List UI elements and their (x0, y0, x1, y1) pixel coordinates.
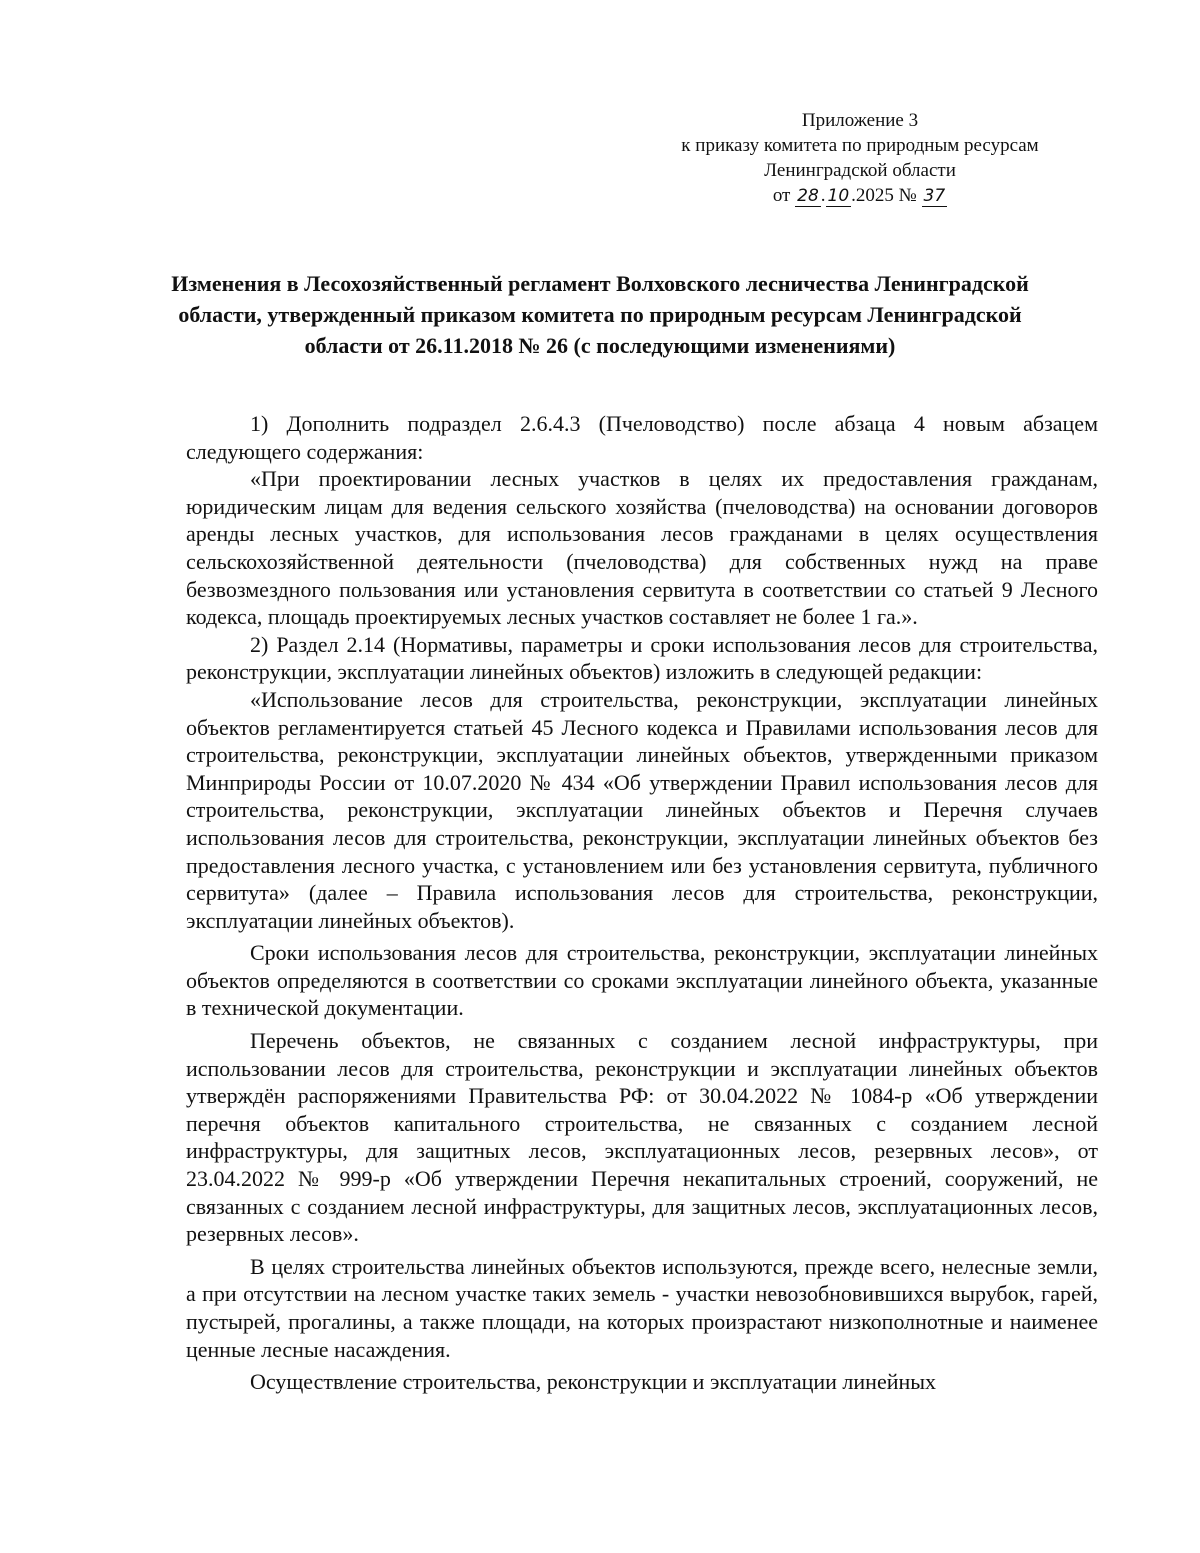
order-number-handwritten: 37 (923, 186, 946, 206)
document-body (186, 410, 1098, 1396)
appendix-number: Приложение 3 (801, 110, 919, 131)
appendix-date-line: от 28 . 10 .2025 № 37 (772, 185, 946, 206)
paragraph-linear-objects-use: «Использование лесов для строительства, реконструкции, эксплуатации линейных объектов регламентируется статьей 45 Лесного кодекса и Правилами использования лесов для строительства, реконструкции, эксплуатации линейных объектов, утвержденными приказом Минприроды России от 10.07.2020 № 434 «Об утверждении Правил использования лесов для строительства, реконструкции, эксплуатации линейных объектов и Перечня случаев использования лесов для строительства, реконструкции, эксплуатации линейных объектов без предоставления лесного участка, с установлением или без установления сервитута, публичного сервитута» (далее – Правила использования лесов для строительства, реконструкции, эксплуатации линейных объектов). (186, 686, 1098, 933)
appendix-header (600, 108, 1120, 209)
date-month-handwritten: 10 (827, 186, 850, 206)
paragraph-item-2: 2) Раздел 2.14 (Нормативы, параметры и сроки использования лесов для строительства, реконструкции, эксплуатации линейных объектов) изложить в следующей редакции: (186, 631, 1098, 685)
paragraph-item-1: 1) Дополнить подраздел 2.6.4.3 (Пчеловодство) после абзаца 4 новым абзацем следующего содержания: (186, 411, 1098, 464)
appendix-region: Ленинградской области (764, 160, 956, 181)
date-day-handwritten: 28 (797, 186, 819, 206)
paragraph-construction-start: Осуществление строительства, реконструкции и эксплуатации линейных (250, 1369, 937, 1395)
date-prefix: от (772, 185, 791, 206)
paragraph-land-priority: В целях строительства линейных объектов используются, прежде всего, нелесные земли, а при отсутствии на лесном участке таких земель - участки невозобновившихся вырубок, гарей, пустырей, прогалины, а также площади, на которых произрастают низкополнотные и наименее ценные лесные насаждения. (186, 1253, 1098, 1362)
paragraph-beekeeping-text: «При проектировании лесных участков в целях их предоставления гражданам, юридическим лицам для ведения сельского хозяйства (пчеловодства) на основании договоров аренды лесных участков, для использования лесов гражданами в целях осуществления сельскохозяйственной деятельности (пчеловодства) для собственных нужд на праве безвозмездного пользования или установления сервитута в соответствии со статьей 9 Лесного кодекса, площадь проектируемых лесных участков составляет не более 1 га.». (186, 466, 1098, 630)
paragraph-objects-list: Перечень объектов, не связанных с созданием лесной инфраструктуры, при использовании лесов для строительства, реконструкции и эксплуатации линейных объектов утверждён распоряжениями Правительства РФ: от 30.04.2022 № 1084-р «Об утверждении перечня объектов капитального строительства, не связанных с созданием лесной инфраструктуры, для защитных лесов, эксплуатационных лесов, резервных лесов», от 23.04.2022 № 999-р «Об утверждении Перечня некапитальных строений, сооружений, не связанных с созданием лесной инфраструктуры, для защитных лесов, эксплуатационных лесов, резервных лесов». (186, 1028, 1098, 1247)
document-title: Изменения в Лесохозяйственный регламент Волховского лесничества Ленинградской области, утвержденный приказом комитета по природным ресурсам Ленинградской области от 26.11.2018 № 26 (с последующими изменениями) (171, 271, 1029, 358)
paragraph-usage-terms: Сроки использования лесов для строительства, реконструкции, эксплуатации линейных объектов определяются в соответствии со сроками эксплуатации линейного объекта, указанные в технической документации. (186, 940, 1098, 1021)
appendix-order-ref: к приказу комитета по природным ресурсам (681, 135, 1039, 156)
date-year: .2025 № (851, 185, 917, 206)
